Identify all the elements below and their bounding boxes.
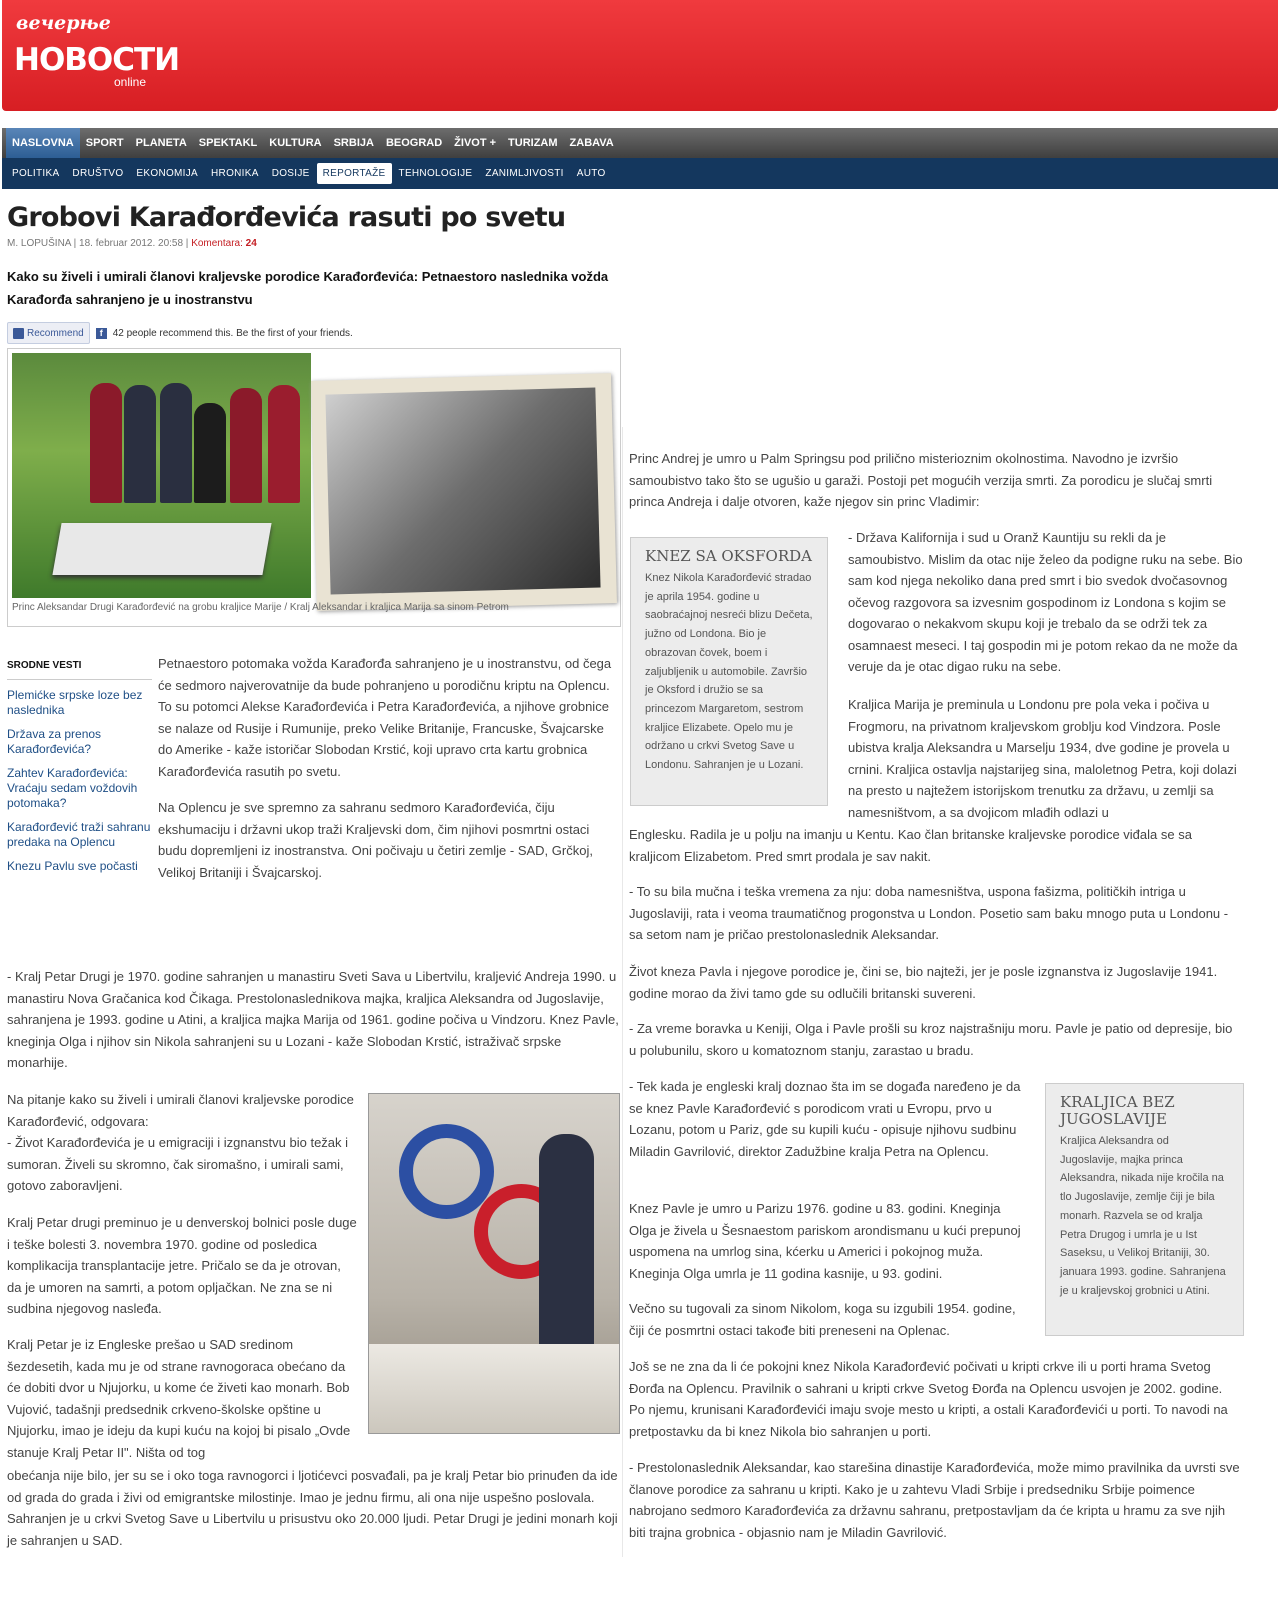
related-link[interactable]: Knezu Pavlu sve počasti	[7, 859, 138, 873]
subnav-reportaze[interactable]: REPORTAŽE	[317, 163, 392, 184]
thumbs-up-icon	[13, 328, 24, 339]
subnav-tehnologije[interactable]: TEHNOLOGIJE	[398, 168, 473, 179]
subnav-drustvo[interactable]: DRUŠTVO	[72, 168, 124, 179]
body-paragraph: Na pitanje kako su živeli i umirali članovi kraljevske porodice Karađorđević, odgovara: - Život Karađorđevića je u emigraciji i izgnanstvu bio težak i sumoran. Živeli su skromno, čak siromašno, i umirali sami, gotovo zaboravljeni.	[7, 1092, 354, 1193]
photo-king-aleksandar-family	[311, 373, 617, 611]
related-link[interactable]: Plemićke srpske loze bez naslednika	[7, 688, 143, 717]
body-paragraph: - Za vreme boravka u Keniji, Olga i Pavle prošli su kroz najstrašniju moru. Pavle je patio od depresije, bio u polubunilu, skoro u komatoznom stanju, zarastao u bradu.	[629, 1021, 1233, 1058]
subnav-politika[interactable]: POLITIKA	[12, 168, 60, 179]
article-meta	[7, 238, 257, 249]
nav-spektakl[interactable]: SPEKTAKL	[198, 137, 258, 149]
site-header	[2, 0, 1278, 111]
subnav-dosije[interactable]: DOSIJE	[271, 168, 310, 179]
related-heading: SRODNE VESTI	[7, 660, 82, 671]
infobox-kraljica-bez-jugoslavije	[1045, 1083, 1244, 1336]
nav-beograd[interactable]: BEOGRAD	[385, 137, 443, 149]
body-paragraph: Princ Andrej je umro u Palm Springsu pod prilično misterioznim okolnostima. Navodno je izvršio samoubistvo tako što se ugušio u garaži. Postoji pet mogućih verzija smrti. Za porodicu je slučaj smrti princa Andreja i dalje otvoren, kaže njegov sin princ Vladimir:	[629, 451, 1213, 509]
infobox-title: KNEZ SA OKSFORDA	[645, 547, 812, 565]
logo-small-text: вечерње	[16, 12, 111, 34]
infobox-text: Kraljica Aleksandra od Jugoslavije, majka princa Aleksandra, nikada nije kročila na tlo Jugoslavije, zemlje čiji je bila monarh. Razvela se od kralja Petra Drugog i umrla je u Ist Saseksu, u Velikoj Britaniji, 30. januara 1993. godine. Sahranjena je u kraljevskoj grobnici u Atini.	[1060, 1135, 1226, 1297]
facebook-icon: f	[96, 328, 107, 339]
fb-recommend-label: Recommend	[27, 327, 84, 339]
body-paragraph: Kralj Petar je iz Engleske prešao u SAD sredinom šezdesetih, kada mu je od strane ravnogoraca obećano da će dobiti dvor u Njujorku, u kome će živeti kao monarh. Bob Vujović, tadašnji predsednik crkveno-školske opštine u Njujorku, imao je ideju da kupi kuću na kojoj bi pisalo „Ovde stanuje Kralj Petar II". Ništa od tog	[7, 1337, 351, 1460]
body-paragraph: Kralj Petar drugi preminuo je u denverskoj bolnici posle duge i teške bolesti 3. novembra 1970. godine od posledica komplikacija transplantacije jetre. Pričalo se da je otrovan, da je umoren na samrti, a potom opljačkan. Ne zna se ni sudbina njegovog nasleđa.	[7, 1215, 357, 1316]
nav-zivot[interactable]: ŽIVOT +	[454, 137, 497, 149]
body-paragraph: obećanja nije bilo, jer su se i oko toga ravnogorci i ljotićevci posvađali, pa je kralj Petar bio prinuđen da ide od grada do grada i živi od emigrantske milostinje. Imao je jednu firmu, ali ona nije uspešno poslovala. Sahranjen je u crkvi Svetog Save u Libertvilu u prisustvu oko 20.000 ljudi. Petar Drugi je jedini monarh koji je sahranjen u SAD.	[7, 1468, 618, 1548]
related-link[interactable]: Zahtev Karađorđevića: Vraćaju sedam voždovih potomaka?	[7, 766, 138, 810]
body-paragraph: Kraljica Marija je preminula u Londonu pre pola veka i počiva u Frogmoru, na privatnom kraljevskom groblju kod Vindzora. Posle ubistva kralja Aleksandra u Marselju 1934, dve godine je provela u crnini. Kraljica ostavlja najstarijeg sina, maloletnog Petra, koji dolazi na presto u najtežem istorijskom trenutku za državu, u zemlji sa namesništvom, a sa dvojicom mlađih odlazi u	[848, 697, 1237, 820]
subnav-auto[interactable]: AUTO	[576, 168, 606, 179]
person-figure	[539, 1134, 594, 1354]
divider	[7, 679, 152, 680]
body-paragraph: Englesku. Radila je u polju na imanju u Kentu. Kao član britanske kraljevske porodice viđala se sa kraljicom Elizabetom. Pred smrt prodala je sav nakit.	[629, 827, 1192, 864]
figure	[194, 403, 226, 503]
body-paragraph: Petnaestoro potomaka vožda Karađorđa sahranjeno je u inostranstvu, od čega će sedmoro najverovatnije da bude pohranjeno u porodičnu kriptu na Oplencu. To su potomci Alekse Karađorđevića i Petra Karađorđevića, a njihove grobnice se nalaze od Rusije i Rumunije, preko Velike Britanije, Francuske, Švajcarske do Amerike - kaže istoričar Slobodan Krstić, koji upravo crta kartu grobnica Karađorđevića rasutih po svetu.	[158, 656, 612, 779]
primary-nav	[2, 128, 1278, 158]
nav-srbija[interactable]: SRBIJA	[333, 137, 374, 149]
column-divider	[622, 427, 623, 1557]
nav-planeta[interactable]: PLANETA	[135, 137, 187, 149]
nav-kultura[interactable]: KULTURA	[269, 137, 322, 149]
secondary-nav	[2, 158, 1278, 189]
body-paragraph: - Tek kada je engleski kralj doznao šta im se događa naređeno je da se knez Pavle Karađorđević s porodicom vrati u Evropu, prvo u Lozanu, potom u Pariz, gde su kupili kuću - opisuje njihovu sudbinu Miladin Gavrilović, direktor Zadužbine kralja Petra na Oplencu.	[629, 1079, 1021, 1159]
body-paragraph: - Prestolonaslednik Aleksandar, kao starešina dinastije Karađorđevića, može mimo pravilnika da uvrsti sve članove porodice za sahranu u kripti. Kako je u zahtevu Vladi Srbije i predsedniku Srbije poimence nabrojano sedmoro Karađorđevića za državnu sahranu, pretpostavljam da će kripta u hramu za sve njih biti trajna grobnica - objasnio nam je Miladin Gavrilović.	[629, 1460, 1240, 1540]
related-link[interactable]: Karađorđević traži sahranu predaka na Oplencu	[7, 820, 151, 849]
body-paragraph: - Kralj Petar Drugi je 1970. godine sahranjen u manastiru Sveti Sava u Libertvilu, kraljević Andreja 1990. u manastiru Nova Gračanica kod Čikaga. Prestolonaslednikova majka, kraljica Aleksandra od Jugoslavije, sahranjena je 1993. godine u Atini, a kraljica majka Marija od 1961. godine počiva u Vindzoru. Knez Pavle, kneginja Olga i njihov sin Nikola sahranjeni su u Lozani - kaže Slobodan Krstić, istraživač srpske monarhije.	[7, 969, 619, 1070]
article-author[interactable]: M. LOPUŠINA	[7, 238, 71, 249]
subnav-hronika[interactable]: HRONIKA	[211, 168, 259, 179]
figure	[124, 385, 156, 503]
article-title: Grobovi Karađorđevića rasuti po svetu	[7, 202, 566, 233]
fb-recommend-button[interactable]	[7, 322, 90, 344]
nav-zabava[interactable]: ZABAVA	[569, 137, 614, 149]
body-paragraph: Još se ne zna da li će pokojni knez Nikola Karađorđević počivati u kripti crkve ili u porti hrama Svetog Đorđa na Oplencu. Pravilnik o sahrani u kripti crkve Svetog Đorđa na Oplencu usvojen je 2002. godine. Po njemu, krunisani Karađorđevići imaju svoje mesto u kripti, a ostali Karađorđevići u porti. To navodi na pretpostavku da bi knez Nikola bio sahranjen u porti.	[629, 1359, 1228, 1439]
infobox-knez-sa-oksforda	[630, 537, 828, 806]
related-news	[7, 660, 152, 883]
infobox-title: KRALJICA BEZ JUGOSLAVIJE	[1060, 1093, 1175, 1128]
photo-grave-petar-ii	[368, 1093, 620, 1434]
figure	[268, 385, 300, 503]
subnav-zanimljivosti[interactable]: ZANIMLJIVOSTI	[485, 168, 564, 179]
related-link[interactable]: Država za prenos Karađorđevića?	[7, 727, 102, 756]
body-paragraph: Na Oplencu je sve spremno za sahranu sedmoro Karađorđevića, čiju ekshumaciju i državni ukop traži Kraljevski dom, čim njihovi posmrtni ostaci budu dopremljeni iz inostranstva. Oni počivaju u četiri zemlje - SAD, Grčkoj, Velikoj Britaniji i Švajcarskoj.	[158, 800, 593, 880]
facebook-recommend	[7, 322, 353, 344]
site-logo[interactable]: НОВОСТИ	[14, 42, 180, 78]
figure	[230, 388, 262, 503]
comments-count: 24	[245, 238, 257, 249]
figure	[160, 383, 192, 503]
figure	[90, 383, 122, 503]
photo-grave-queen-marija	[12, 353, 311, 598]
body-paragraph: - Država Kalifornija i sud u Oranž Kauntiju su rekli da je samoubistvo. Mislim da otac nije želeo da podigne ruku na sebe. Bio sam kod njega nekoliko dana pred smrt i bio svedok dvočasovnog očevog razgovora sa izvesnim gospodinom iz Londona s kojim se dogovarao o nekakvom skupu koji je trebalo da se održi tek za osamnaest meseci. I taj gospodin mi je potom rekao da ne može da veruje da je otac digao ruku na sebe.	[848, 530, 1243, 674]
subnav-ekonomija[interactable]: EKONOMIJA	[136, 168, 199, 179]
body-paragraph: Život kneza Pavla i njegove porodice je, čini se, bio najteži, jer je posle izgnanstva iz Jugoslavije 1941. godine morao da živi tamo gde su odlučili britanski suvereni.	[629, 964, 1218, 1001]
bw-photo	[325, 388, 600, 595]
grave-slab	[52, 523, 271, 575]
nav-sport[interactable]: SPORT	[85, 137, 124, 149]
comments-label: Komentara:	[191, 238, 246, 249]
fb-recommend-text: 42 people recommend this. Be the first of your friends.	[112, 327, 353, 339]
article-photo-box	[7, 348, 621, 627]
nav-naslovna[interactable]: NASLOVNA	[6, 128, 80, 158]
logo-online-text: online	[114, 75, 147, 89]
body-paragraph: Knez Pavle je umro u Parizu 1976. godine u 83. godini. Kneginja Olga je živela u Šesnaestom pariskom arondismanu u kući prepunoj uspomena na umrlog sina, kćerku u Americi i pokojnog muža. Kneginja Olga umrla je 11 godina kasnije, u 93. godini.	[629, 1201, 1021, 1281]
comments-link[interactable]	[191, 238, 257, 249]
body-paragraph: - To su bila mučna i teška vremena za nju: doba namesništva, uspona fašizma, političkih intriga u Jugoslaviji, rata i veoma traumatičnog progonstva u London. Posetio sam baku mnogo puta u Londonu - sa setom nam je pričao prestolonaslednik Aleksandar.	[629, 884, 1229, 942]
wreath	[399, 1124, 494, 1219]
nav-turizam[interactable]: TURIZAM	[508, 137, 558, 149]
article-lead: Kako su živeli i umirali članovi kraljevske porodice Karađorđevića: Petnaestoro naslednika vožda Karađorđa sahranjeno je u inostranstvu	[7, 269, 609, 307]
infobox-text: Knez Nikola Karađorđević stradao je aprila 1954. godine u saobraćajnoj nesreći blizu Dečeta, južno od Londona. Bio je obrazovan čovek, boem i zaljubljenik u automobile. Završio je Oksford i družio se sa princezom Margaretom, sestrom kraljice Elizabete. Opelo mu je održano u crkvi Svetog Save u Londonu. Sahranjen je u Lozani.	[645, 572, 813, 772]
tombstone	[369, 1344, 620, 1434]
photo-caption: Princ Aleksandar Drugi Karađorđević na grobu kraljice Marije / Kralj Aleksandar i kraljica Marija sa sinom Petrom	[12, 602, 509, 613]
article-date: | 18. februar 2012. 20:58 |	[70, 238, 192, 249]
body-paragraph: Večno su tugovali za sinom Nikolom, koga su izgubili 1954. godine, čiji će posmrtni ostaci takođe biti preneseni na Oplenac.	[629, 1301, 1016, 1338]
